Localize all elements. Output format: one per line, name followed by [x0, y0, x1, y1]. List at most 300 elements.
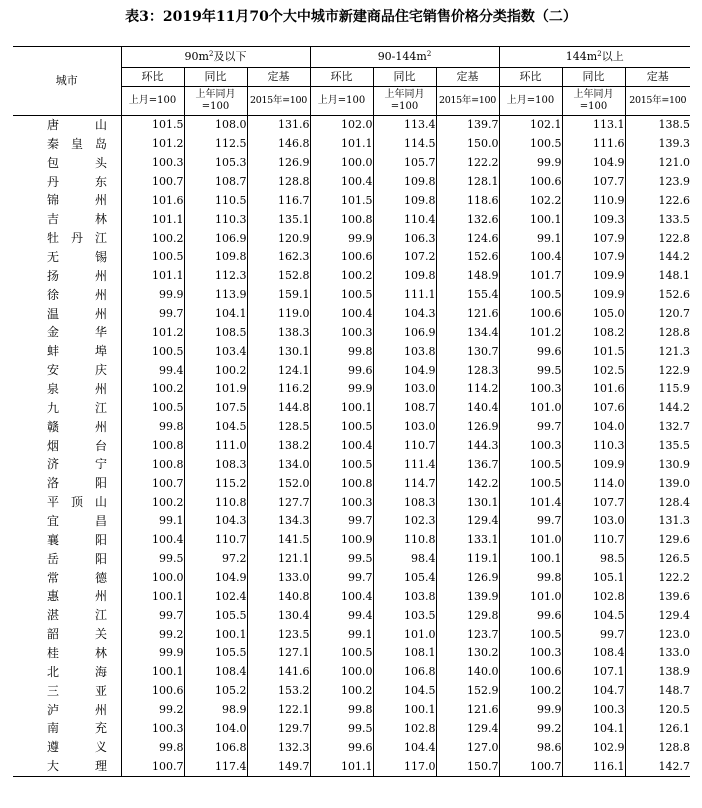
value-cell: 100.5	[499, 455, 562, 474]
value-cell: 101.2	[499, 323, 562, 342]
value-cell: 99.7	[310, 569, 373, 588]
value-cell: 101.5	[121, 116, 184, 135]
value-cell: 109.9	[562, 455, 625, 474]
city-cell	[13, 644, 121, 663]
value-cell: 149.7	[247, 757, 310, 776]
city-cell	[13, 229, 121, 248]
value-cell: 108.2	[562, 323, 625, 342]
value-cell: 110.7	[562, 531, 625, 550]
value-cell: 130.4	[247, 606, 310, 625]
value-cell: 100.5	[499, 625, 562, 644]
sub-header-yoy: 同比	[373, 68, 436, 87]
value-cell: 106.9	[373, 323, 436, 342]
city-cell	[13, 267, 121, 286]
value-cell: 121.3	[625, 342, 690, 361]
value-cell: 141.6	[247, 663, 310, 682]
value-cell: 99.9	[310, 380, 373, 399]
value-cell: 99.7	[499, 418, 562, 437]
value-cell: 99.7	[562, 625, 625, 644]
value-cell: 107.7	[562, 493, 625, 512]
city-name: 湛江	[47, 608, 107, 623]
value-cell: 115.9	[625, 380, 690, 399]
table-row	[13, 323, 690, 342]
value-cell: 108.0	[184, 116, 247, 135]
table-row	[13, 531, 690, 550]
value-cell: 105.5	[184, 644, 247, 663]
value-cell: 100.3	[121, 720, 184, 739]
table-row	[13, 493, 690, 512]
value-cell: 100.4	[121, 531, 184, 550]
value-cell: 99.6	[310, 738, 373, 757]
value-cell: 100.4	[310, 437, 373, 456]
value-cell: 99.8	[310, 342, 373, 361]
value-cell: 104.0	[184, 720, 247, 739]
city-name: 安庆	[47, 363, 107, 378]
value-cell: 99.8	[121, 738, 184, 757]
city-cell	[13, 210, 121, 229]
base-header-prev-month: 上月=100	[121, 87, 184, 116]
value-cell: 103.8	[373, 587, 436, 606]
value-cell: 99.1	[121, 512, 184, 531]
value-cell: 100.5	[121, 342, 184, 361]
value-cell: 99.2	[121, 701, 184, 720]
value-cell: 100.2	[184, 361, 247, 380]
value-cell: 133.5	[625, 210, 690, 229]
value-cell: 99.9	[121, 286, 184, 305]
table-row	[13, 606, 690, 625]
table-row	[13, 512, 690, 531]
city-cell	[13, 380, 121, 399]
city-cell	[13, 248, 121, 267]
table-row	[13, 210, 690, 229]
value-cell: 105.0	[562, 305, 625, 324]
value-cell: 114.7	[373, 474, 436, 493]
sub-header-mom: 环比	[121, 68, 184, 87]
table-row	[13, 305, 690, 324]
value-cell: 107.1	[562, 663, 625, 682]
table-row	[13, 229, 690, 248]
value-cell: 108.4	[562, 644, 625, 663]
value-cell: 100.7	[121, 757, 184, 776]
value-cell: 130.1	[247, 342, 310, 361]
value-cell: 130.7	[436, 342, 499, 361]
city-cell	[13, 305, 121, 324]
value-cell: 129.6	[625, 531, 690, 550]
value-cell: 129.7	[247, 720, 310, 739]
value-cell: 120.9	[247, 229, 310, 248]
value-cell: 100.4	[310, 173, 373, 192]
value-cell: 110.7	[184, 531, 247, 550]
city-name: 九江	[47, 400, 107, 415]
city-name: 桂林	[47, 645, 107, 660]
value-cell: 100.3	[499, 644, 562, 663]
value-cell: 100.2	[310, 682, 373, 701]
value-cell: 99.4	[310, 606, 373, 625]
value-cell: 128.4	[625, 493, 690, 512]
value-cell: 99.5	[499, 361, 562, 380]
base-header-prev-year: 上年同月=100	[373, 87, 436, 116]
value-cell: 104.9	[373, 361, 436, 380]
value-cell: 100.7	[121, 173, 184, 192]
value-cell: 100.3	[499, 437, 562, 456]
value-cell: 126.9	[436, 418, 499, 437]
value-cell: 104.5	[562, 606, 625, 625]
value-cell: 101.2	[121, 135, 184, 154]
value-cell: 99.5	[121, 550, 184, 569]
city-cell	[13, 191, 121, 210]
value-cell: 121.6	[436, 305, 499, 324]
table-row	[13, 474, 690, 493]
value-cell: 100.2	[121, 380, 184, 399]
value-cell: 100.7	[121, 474, 184, 493]
city-cell	[13, 173, 121, 192]
value-cell: 110.9	[562, 191, 625, 210]
value-cell: 126.9	[436, 569, 499, 588]
value-cell: 128.3	[436, 361, 499, 380]
value-cell: 152.9	[436, 682, 499, 701]
value-cell: 140.8	[247, 587, 310, 606]
city-name: 泸州	[47, 702, 107, 717]
value-cell: 138.5	[625, 116, 690, 135]
value-cell: 139.7	[436, 116, 499, 135]
value-cell: 123.5	[247, 625, 310, 644]
value-cell: 102.4	[184, 587, 247, 606]
city-cell	[13, 569, 121, 588]
city-cell	[13, 323, 121, 342]
value-cell: 104.4	[373, 738, 436, 757]
value-cell: 99.9	[499, 701, 562, 720]
city-cell	[13, 720, 121, 739]
value-cell: 120.7	[625, 305, 690, 324]
city-name: 南充	[47, 721, 107, 736]
value-cell: 131.6	[247, 116, 310, 135]
value-cell: 100.8	[121, 437, 184, 456]
city-cell	[13, 493, 121, 512]
value-cell: 136.7	[436, 455, 499, 474]
value-cell: 122.8	[625, 229, 690, 248]
table-row	[13, 682, 690, 701]
city-name: 大理	[47, 759, 107, 774]
value-cell: 100.5	[310, 418, 373, 437]
value-cell: 126.9	[247, 154, 310, 173]
value-cell: 102.3	[373, 512, 436, 531]
value-cell: 100.0	[121, 569, 184, 588]
city-name: 三亚	[47, 683, 107, 698]
base-header-prev-year: 上年同月=100	[184, 87, 247, 116]
value-cell: 99.7	[121, 305, 184, 324]
value-cell: 100.1	[499, 210, 562, 229]
value-cell: 117.0	[373, 757, 436, 776]
value-cell: 99.8	[310, 701, 373, 720]
city-cell	[13, 682, 121, 701]
city-name: 韶关	[47, 627, 107, 642]
value-cell: 99.5	[310, 550, 373, 569]
sub-header-fixed-base: 定基	[436, 68, 499, 87]
value-cell: 114.5	[373, 135, 436, 154]
value-cell: 101.1	[310, 135, 373, 154]
value-cell: 109.8	[184, 248, 247, 267]
value-cell: 108.5	[184, 323, 247, 342]
value-cell: 98.6	[499, 738, 562, 757]
value-cell: 131.3	[625, 512, 690, 531]
value-cell: 100.8	[310, 474, 373, 493]
value-cell: 103.8	[373, 342, 436, 361]
value-cell: 139.3	[625, 135, 690, 154]
value-cell: 102.8	[562, 587, 625, 606]
value-cell: 115.2	[184, 474, 247, 493]
value-cell: 132.3	[247, 738, 310, 757]
value-cell: 108.3	[184, 455, 247, 474]
value-cell: 122.6	[625, 191, 690, 210]
value-cell: 110.7	[373, 437, 436, 456]
value-cell: 110.4	[373, 210, 436, 229]
city-name: 吉林	[47, 212, 107, 227]
table-row	[13, 587, 690, 606]
value-cell: 100.4	[310, 587, 373, 606]
value-cell: 111.0	[184, 437, 247, 456]
value-cell: 99.1	[499, 229, 562, 248]
value-cell: 133.0	[247, 569, 310, 588]
value-cell: 150.7	[436, 757, 499, 776]
value-cell: 140.4	[436, 399, 499, 418]
value-cell: 121.6	[436, 701, 499, 720]
value-cell: 127.1	[247, 644, 310, 663]
value-cell: 100.5	[121, 248, 184, 267]
value-cell: 100.1	[499, 550, 562, 569]
value-cell: 103.4	[184, 342, 247, 361]
value-cell: 124.1	[247, 361, 310, 380]
value-cell: 102.5	[562, 361, 625, 380]
value-cell: 99.6	[499, 342, 562, 361]
city-cell	[13, 474, 121, 493]
value-cell: 153.2	[247, 682, 310, 701]
city-name: 惠州	[47, 589, 107, 604]
value-cell: 100.5	[310, 644, 373, 663]
table-row	[13, 173, 690, 192]
city-cell	[13, 757, 121, 776]
city-name: 泉州	[47, 381, 107, 396]
city-name: 蚌埠	[47, 344, 107, 359]
city-name: 金华	[47, 325, 107, 340]
value-cell: 126.5	[625, 550, 690, 569]
value-cell: 128.1	[436, 173, 499, 192]
value-cell: 106.8	[373, 663, 436, 682]
value-cell: 122.2	[625, 569, 690, 588]
sub-header-mom: 环比	[310, 68, 373, 87]
city-cell	[13, 738, 121, 757]
table-row	[13, 757, 690, 776]
value-cell: 162.3	[247, 248, 310, 267]
value-cell: 130.2	[436, 644, 499, 663]
value-cell: 101.0	[373, 625, 436, 644]
value-cell: 123.0	[625, 625, 690, 644]
value-cell: 134.0	[247, 455, 310, 474]
value-cell: 123.7	[436, 625, 499, 644]
group-header-medium: $90-144m^2$	[310, 47, 499, 68]
value-cell: 102.1	[499, 116, 562, 135]
value-cell: 144.2	[625, 399, 690, 418]
value-cell: 141.5	[247, 531, 310, 550]
value-cell: 139.6	[625, 587, 690, 606]
value-cell: 100.2	[121, 493, 184, 512]
value-cell: 113.1	[562, 116, 625, 135]
value-cell: 100.3	[310, 493, 373, 512]
table-row	[13, 380, 690, 399]
table-row	[13, 154, 690, 173]
value-cell: 135.5	[625, 437, 690, 456]
value-cell: 102.2	[499, 191, 562, 210]
value-cell: 146.8	[247, 135, 310, 154]
city-cell	[13, 701, 121, 720]
value-cell: 128.8	[247, 173, 310, 192]
value-cell: 112.3	[184, 267, 247, 286]
value-cell: 116.2	[247, 380, 310, 399]
value-cell: 100.9	[310, 531, 373, 550]
value-cell: 111.1	[373, 286, 436, 305]
value-cell: 101.1	[310, 757, 373, 776]
table-row	[13, 663, 690, 682]
value-cell: 102.9	[562, 738, 625, 757]
city-name: 徐州	[47, 287, 107, 302]
value-cell: 121.1	[247, 550, 310, 569]
value-cell: 99.9	[121, 644, 184, 663]
value-cell: 104.0	[562, 418, 625, 437]
table-row	[13, 248, 690, 267]
sub-header-mom: 环比	[499, 68, 562, 87]
city-name: 宜昌	[47, 513, 107, 528]
value-cell: 139.0	[625, 474, 690, 493]
table-row	[13, 720, 690, 739]
city-name: 常德	[47, 570, 107, 585]
price-index-table	[13, 46, 690, 777]
value-cell: 100.3	[562, 701, 625, 720]
sub-header-yoy: 同比	[184, 68, 247, 87]
value-cell: 129.4	[436, 512, 499, 531]
value-cell: 135.1	[247, 210, 310, 229]
city-cell	[13, 455, 121, 474]
value-cell: 99.2	[499, 720, 562, 739]
value-cell: 100.3	[310, 323, 373, 342]
value-cell: 100.1	[373, 701, 436, 720]
value-cell: 99.7	[499, 512, 562, 531]
value-cell: 109.8	[373, 191, 436, 210]
value-cell: 105.1	[562, 569, 625, 588]
value-cell: 104.9	[562, 154, 625, 173]
value-cell: 152.8	[247, 267, 310, 286]
base-header-2015: 2015年=100	[247, 87, 310, 116]
value-cell: 101.5	[310, 191, 373, 210]
value-cell: 101.9	[184, 380, 247, 399]
value-cell: 101.5	[562, 342, 625, 361]
sub-header-fixed-base: 定基	[625, 68, 690, 87]
value-cell: 105.2	[184, 682, 247, 701]
value-cell: 101.0	[499, 531, 562, 550]
city-cell	[13, 116, 121, 135]
value-cell: 104.3	[184, 512, 247, 531]
value-cell: 103.5	[373, 606, 436, 625]
value-cell: 124.6	[436, 229, 499, 248]
sub-header-yoy: 同比	[562, 68, 625, 87]
value-cell: 112.5	[184, 135, 247, 154]
value-cell: 118.6	[436, 191, 499, 210]
base-header-prev-month: 上月=100	[310, 87, 373, 116]
value-cell: 152.6	[436, 248, 499, 267]
value-cell: 134.4	[436, 323, 499, 342]
value-cell: 142.7	[625, 757, 690, 776]
city-cell	[13, 286, 121, 305]
city-name: 平顶山	[47, 495, 107, 510]
value-cell: 105.3	[184, 154, 247, 173]
value-cell: 139.9	[436, 587, 499, 606]
value-cell: 148.1	[625, 267, 690, 286]
city-column-header: 城市	[13, 47, 121, 116]
value-cell: 100.2	[499, 682, 562, 701]
value-cell: 100.7	[499, 757, 562, 776]
value-cell: 122.2	[436, 154, 499, 173]
value-cell: 97.2	[184, 550, 247, 569]
value-cell: 119.1	[436, 550, 499, 569]
city-name: 唐山	[47, 117, 107, 132]
value-cell: 132.7	[625, 418, 690, 437]
value-cell: 129.4	[625, 606, 690, 625]
table-row	[13, 361, 690, 380]
value-cell: 138.9	[625, 663, 690, 682]
table-row	[13, 625, 690, 644]
city-name: 赣州	[47, 419, 107, 434]
value-cell: 133.0	[625, 644, 690, 663]
value-cell: 104.7	[562, 682, 625, 701]
value-cell: 100.6	[499, 663, 562, 682]
value-cell: 128.8	[625, 323, 690, 342]
value-cell: 100.6	[310, 248, 373, 267]
value-cell: 100.5	[310, 286, 373, 305]
value-cell: 109.9	[562, 286, 625, 305]
value-cell: 99.1	[310, 625, 373, 644]
value-cell: 134.3	[247, 512, 310, 531]
value-cell: 104.5	[373, 682, 436, 701]
value-cell: 106.9	[184, 229, 247, 248]
value-cell: 99.6	[499, 606, 562, 625]
table-row	[13, 135, 690, 154]
value-cell: 99.9	[310, 229, 373, 248]
city-cell	[13, 587, 121, 606]
value-cell: 101.0	[499, 399, 562, 418]
city-name: 秦皇岛	[47, 136, 107, 151]
city-cell	[13, 399, 121, 418]
value-cell: 108.1	[373, 644, 436, 663]
value-cell: 105.5	[184, 606, 247, 625]
city-name: 岳阳	[47, 551, 107, 566]
table-title: 表3：2019年11月70个大中城市新建商品住宅销售价格分类指数（二）	[125, 9, 577, 25]
city-name: 济宁	[47, 457, 107, 472]
value-cell: 98.9	[184, 701, 247, 720]
value-cell: 105.7	[373, 154, 436, 173]
city-cell	[13, 625, 121, 644]
city-cell	[13, 531, 121, 550]
value-cell: 138.2	[247, 437, 310, 456]
table-row	[13, 399, 690, 418]
base-header-prev-month: 上月=100	[499, 87, 562, 116]
table-row	[13, 550, 690, 569]
value-cell: 100.6	[499, 305, 562, 324]
city-cell	[13, 550, 121, 569]
table-row	[13, 191, 690, 210]
value-cell: 122.1	[247, 701, 310, 720]
value-cell: 100.1	[121, 587, 184, 606]
value-cell: 107.5	[184, 399, 247, 418]
value-cell: 122.9	[625, 361, 690, 380]
value-cell: 107.6	[562, 399, 625, 418]
